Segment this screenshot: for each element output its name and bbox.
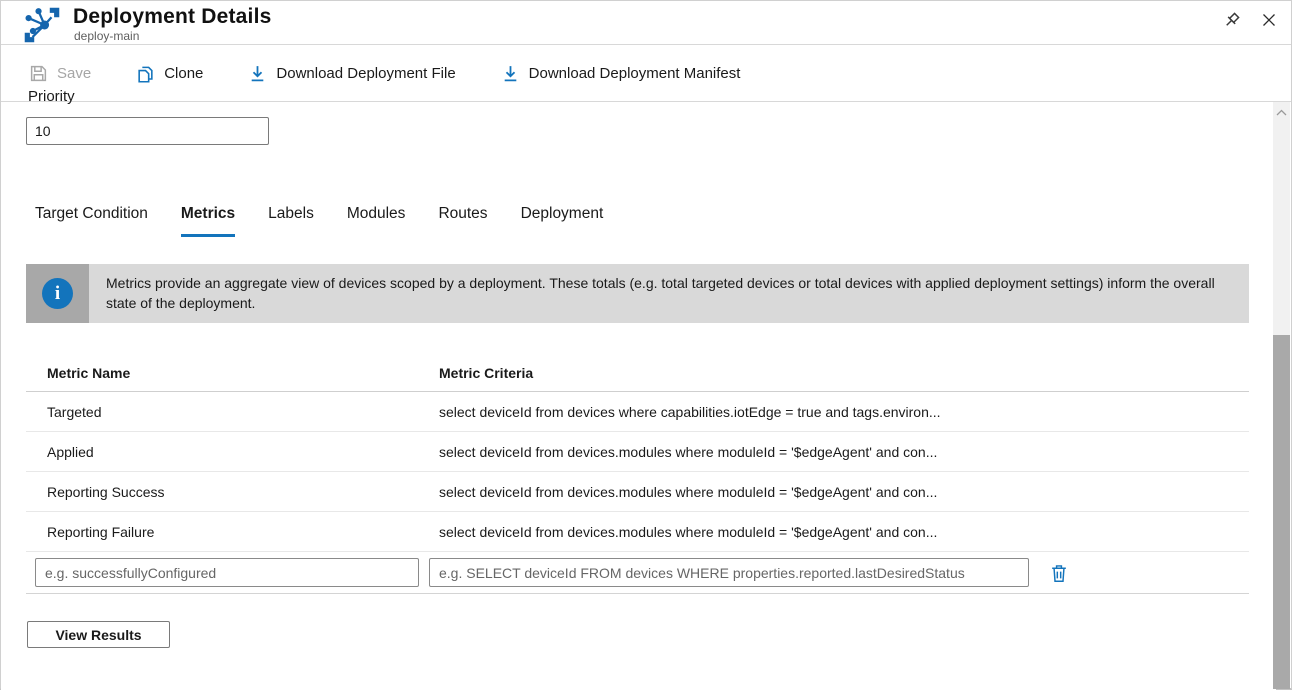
delete-metric-icon[interactable]	[1049, 562, 1071, 584]
save-icon	[29, 64, 48, 83]
iot-edge-deployment-icon	[21, 6, 63, 44]
tab-metrics[interactable]: Metrics	[181, 205, 235, 237]
info-banner-text: Metrics provide an aggregate view of devices scoped by a deployment. These totals (e.g. total targeted devices or total devices with applied deployment settings) inform the overall state of the deployment.	[89, 264, 1249, 323]
info-icon: i	[42, 278, 73, 309]
title-bar-actions	[1219, 8, 1281, 32]
table-row	[26, 392, 1249, 432]
download-deployment-manifest-label: Download Deployment Manifest	[528, 64, 741, 82]
download-deployment-manifest-button[interactable]	[501, 64, 741, 83]
tab-routes[interactable]: Routes	[438, 205, 488, 222]
metric-criteria-column-header: Metric Criteria	[439, 364, 534, 381]
metric-criteria-cell: select deviceId from devices where capabilities.iotEdge = true and tags.environ...	[439, 403, 941, 420]
download-icon	[501, 64, 520, 83]
save-label: Save	[57, 64, 92, 82]
metric-name-cell: Reporting Failure	[47, 523, 155, 540]
scrollbar-thumb[interactable]	[1273, 335, 1290, 689]
metrics-table-header	[26, 354, 1249, 392]
priority-label-clipped: Priority	[28, 88, 75, 105]
tab-modules[interactable]: Modules	[346, 205, 406, 222]
content-area	[1, 88, 1276, 691]
detail-tabs	[35, 205, 603, 237]
table-row	[26, 432, 1249, 472]
metric-name-cell: Reporting Success	[47, 483, 165, 500]
new-metric-name-input[interactable]	[35, 558, 419, 587]
deployment-name: deploy-main	[74, 29, 140, 43]
new-metric-row	[26, 553, 1249, 594]
table-row	[26, 512, 1249, 552]
download-deployment-file-label: Download Deployment File	[276, 64, 456, 82]
save-button[interactable]	[29, 64, 91, 83]
tab-target-condition[interactable]: Target Condition	[35, 205, 148, 222]
metric-criteria-cell: select deviceId from devices.modules where moduleId = '$edgeAgent' and con...	[439, 523, 938, 540]
table-row	[26, 472, 1249, 512]
clone-icon	[136, 64, 155, 83]
metric-criteria-cell: select deviceId from devices.modules where moduleId = '$edgeAgent' and con...	[439, 443, 938, 460]
download-icon	[248, 64, 267, 83]
new-metric-criteria-input[interactable]	[429, 558, 1029, 587]
scroll-up-arrow-icon[interactable]	[1273, 104, 1290, 121]
tab-deployment[interactable]: Deployment	[520, 205, 604, 222]
clone-button[interactable]	[136, 64, 203, 83]
metric-criteria-cell: select deviceId from devices.modules where moduleId = '$edgeAgent' and con...	[439, 483, 938, 500]
page-title: Deployment Details	[73, 5, 272, 28]
clone-label: Clone	[164, 64, 204, 82]
tab-labels[interactable]: Labels	[268, 205, 314, 222]
metric-name-cell: Targeted	[47, 403, 102, 420]
title-bar	[1, 1, 1291, 45]
download-deployment-file-button[interactable]	[248, 64, 455, 83]
metrics-info-banner	[26, 264, 1249, 323]
close-icon[interactable]	[1257, 8, 1281, 32]
priority-input[interactable]	[26, 117, 269, 145]
info-icon-panel	[26, 264, 89, 323]
metric-name-cell: Applied	[47, 443, 94, 460]
pin-icon[interactable]	[1219, 8, 1243, 32]
vertical-scrollbar[interactable]	[1273, 102, 1290, 689]
view-results-button[interactable]: View Results	[27, 621, 170, 648]
metric-name-column-header: Metric Name	[47, 364, 131, 381]
